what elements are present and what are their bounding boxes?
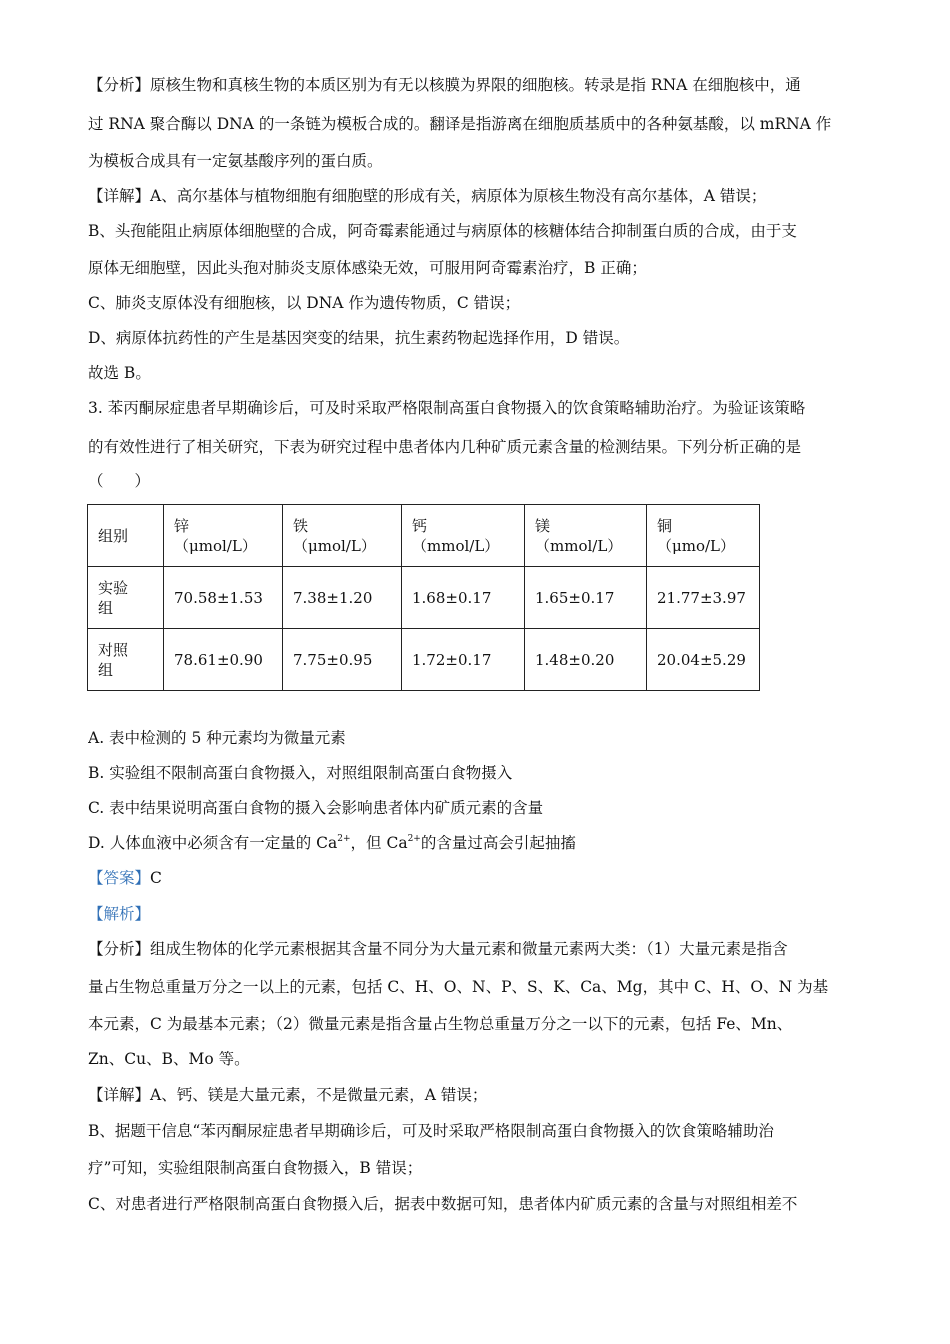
header-calcium: 钙 （mmol/L） <box>402 505 525 567</box>
mineral-table <box>87 504 760 691</box>
question-blank: （ ） <box>88 472 151 490</box>
value-cell: 1.48±0.20 <box>525 629 647 691</box>
option-d: D. 人体血液中必须含有一定量的 $Ca^{2+}$，但 $Ca^{2+}$的含量过高会引起抽搐 <box>88 834 576 852</box>
analysis-line: 【分析】组成生物体的化学元素根据其含量不同分为大量元素和微量元素两大类：（1）大量元素是指含 <box>88 940 788 958</box>
text-line: 过 RNA 聚合酶以 DNA 的一条链为模板合成的。翻译是指游离在细胞质基质中的各种氨基酸，以 mRNA 作 <box>88 115 832 133</box>
analysis-line: 量占生物总重量万分之一以上的元素，包括 C、H、O、N、P、S、K、Ca、Mg，其中 C、H、O、N 为基 <box>88 978 829 996</box>
answer-line <box>88 867 863 889</box>
group-cell: 实验 组 <box>88 567 164 629</box>
option-a: A. 表中检测的 5 种元素均为微量元素 <box>88 729 346 747</box>
table-row <box>88 567 760 629</box>
header-zinc: 锌 （μmol/L） <box>164 505 283 567</box>
table-header-row <box>88 505 760 567</box>
value-cell: 1.68±0.17 <box>402 567 525 629</box>
analysis-line: 【详解】A、钙、镁是大量元素，不是微量元素，A 错误； <box>88 1086 488 1104</box>
question-stem: 的有效性进行了相关研究，下表为研究过程中患者体内几种矿质元素含量的检测结果。下列分析正确的是 <box>88 438 802 456</box>
header-group: 组别 <box>88 505 164 567</box>
header-iron: 铁 （μmol/L） <box>283 505 402 567</box>
analysis-line: Zn、Cu、B、Mo 等。 <box>88 1050 250 1068</box>
text-line: 原体无细胞壁，因此头孢对肺炎支原体感染无效，可服用阿奇霉素治疗，B 正确； <box>88 259 647 277</box>
analysis-line: C、对患者进行严格限制高蛋白食物摄入后，据表中数据可知，患者体内矿质元素的含量与对照组相差不 <box>88 1195 798 1213</box>
value-cell: 1.65±0.17 <box>525 567 647 629</box>
analysis-label: 【解析】 <box>88 905 151 923</box>
question-stem: 3. 苯丙酮尿症患者早期确诊后，可及时采取严格限制高蛋白食物摄入的饮食策略辅助治疗。为验证该策略 <box>88 399 806 417</box>
value-cell: 1.72±0.17 <box>402 629 525 691</box>
value-cell: 7.38±1.20 <box>283 567 402 629</box>
analysis-line: B、据题干信息“苯丙酮尿症患者早期确诊后，可及时采取严格限制高蛋白食物摄入的饮食策略辅助治 <box>88 1122 774 1140</box>
analysis-line: 本元素，C 为最基本元素；（2）微量元素是指含量占生物总重量万分之一以下的元素，包括 Fe、Mn、 <box>88 1015 793 1033</box>
answer-label: 【答案】 <box>88 869 151 887</box>
text-line: D、病原体抗药性的产生是基因突变的结果，抗生素药物起选择作用，D 错误。 <box>88 329 630 347</box>
option-b: B. 实验组不限制高蛋白食物摄入，对照组限制高蛋白食物摄入 <box>88 764 513 782</box>
text-line: 故选 B。 <box>88 364 151 382</box>
header-magnesium: 镁 （mmol/L） <box>525 505 647 567</box>
text-line: 【详解】A、高尔基体与植物细胞有细胞壁的形成有关，病原体为原核生物没有高尔基体，A 错误； <box>88 187 767 205</box>
value-cell: 7.75±0.95 <box>283 629 402 691</box>
answer-value: C <box>150 869 162 887</box>
table-row <box>88 629 760 691</box>
header-copper: 铜 （μmo/L） <box>647 505 760 567</box>
text-line: B、头孢能阻止病原体细胞壁的合成，阿奇霉素能通过与病原体的核糖体结合抑制蛋白质的合成，由于支 <box>88 222 797 240</box>
group-cell: 对照 组 <box>88 629 164 691</box>
value-cell: 21.77±3.97 <box>647 567 760 629</box>
value-cell: 70.58±1.53 <box>164 567 283 629</box>
text-line: 【分析】原核生物和真核生物的本质区别为有无以核膜为界限的细胞核。转录是指 RNA 在细胞核中，通 <box>88 76 801 94</box>
option-c: C. 表中结果说明高蛋白食物的摄入会影响患者体内矿质元素的含量 <box>88 799 544 817</box>
value-cell: 20.04±5.29 <box>647 629 760 691</box>
text-line: 为模板合成具有一定氨基酸序列的蛋白质。 <box>88 152 383 170</box>
value-cell: 78.61±0.90 <box>164 629 283 691</box>
analysis-line: 疗”可知，实验组限制高蛋白食物摄入，B 错误； <box>88 1159 423 1177</box>
text-line: C、肺炎支原体没有细胞核，以 DNA 作为遗传物质，C 错误； <box>88 294 521 312</box>
